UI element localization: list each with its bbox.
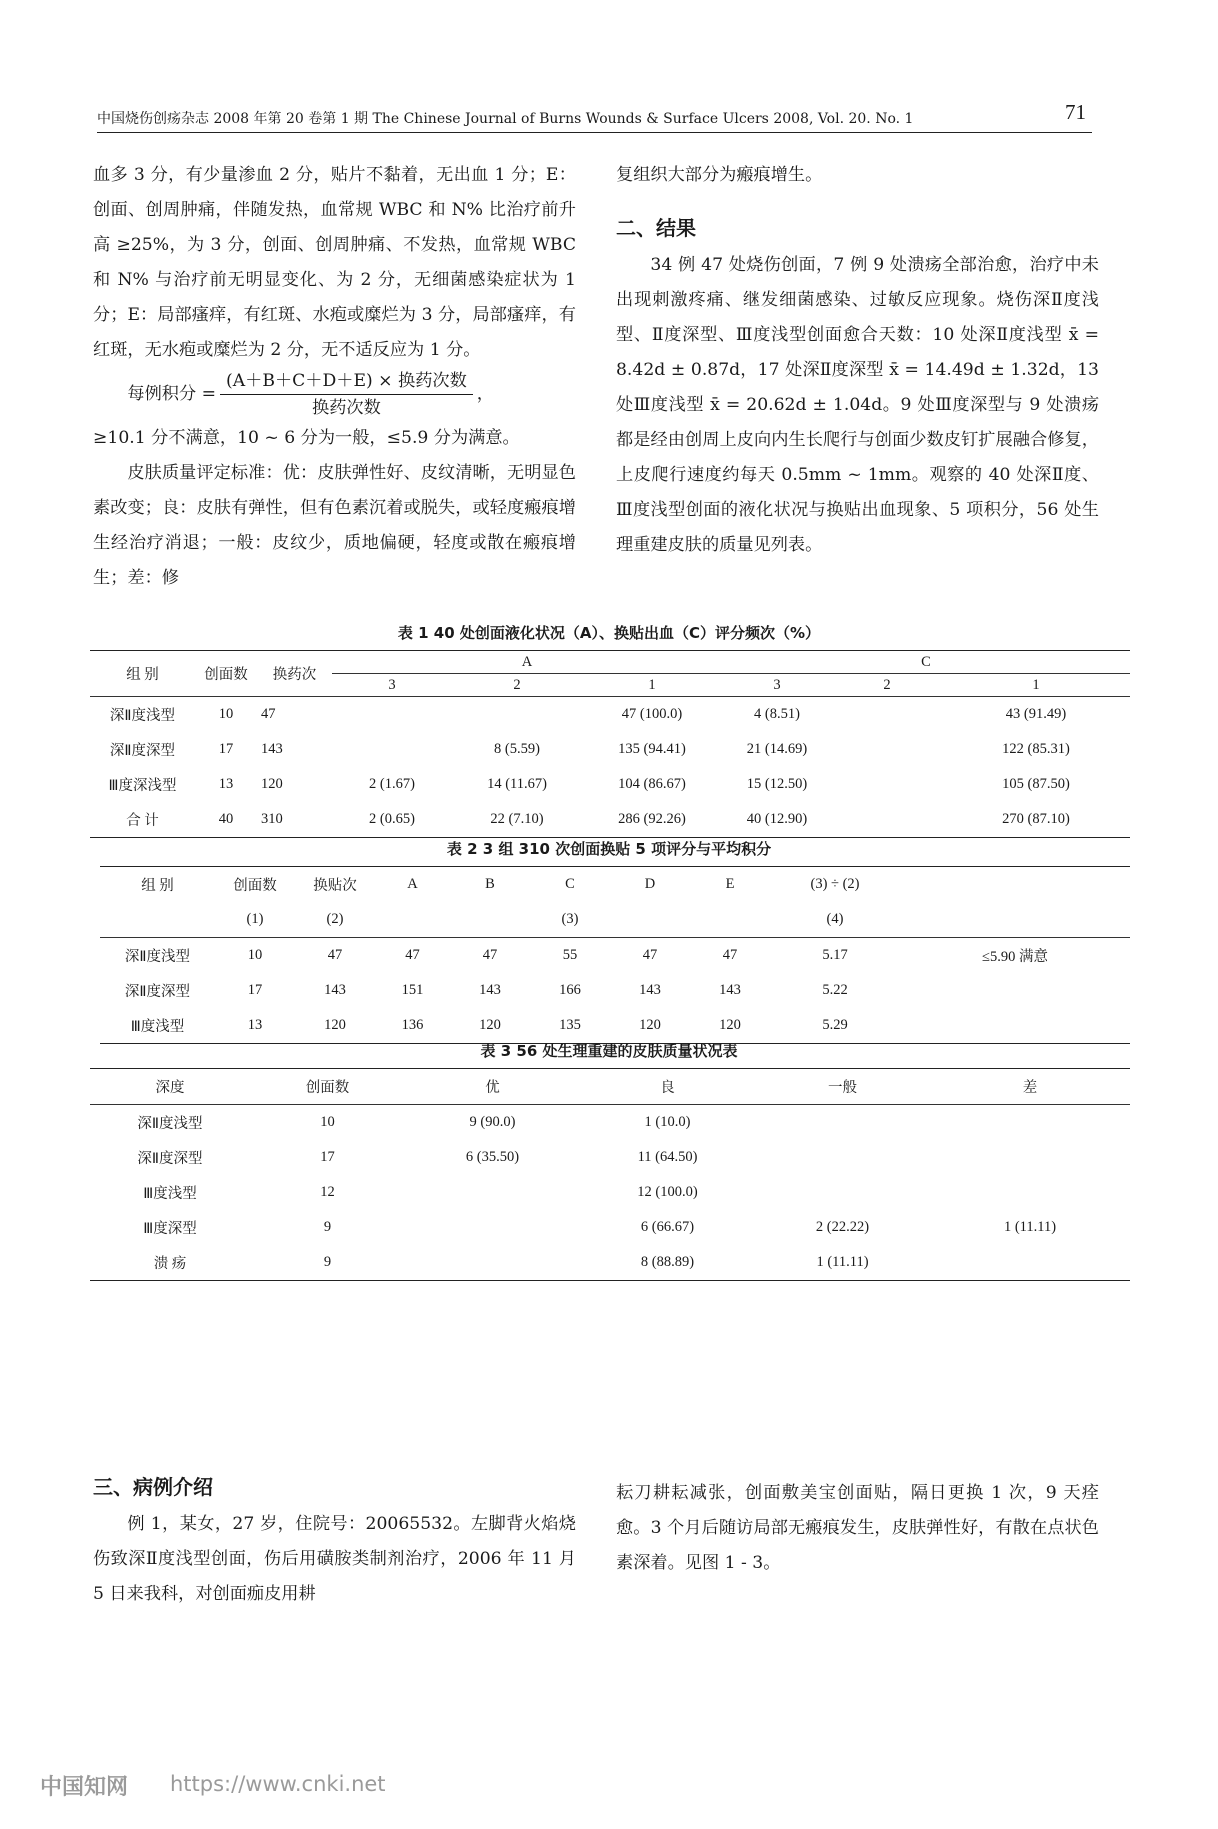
table-cell	[900, 973, 1130, 1008]
table-subheader	[690, 902, 770, 938]
table-cell: 10	[215, 938, 295, 974]
table-subheader	[375, 902, 450, 938]
table-cell: 12	[320, 1184, 335, 1200]
table-cell	[930, 1105, 1130, 1141]
header-changes: 换药次	[257, 651, 332, 697]
table-cell: 40	[195, 802, 257, 838]
table-cell	[930, 1140, 1130, 1175]
section-title: 三、病例介绍	[93, 1475, 213, 1499]
header-wounds: 创面数	[195, 651, 257, 697]
table-cell	[832, 697, 942, 733]
table-cell	[900, 1008, 1130, 1044]
table-cell: 55	[530, 938, 610, 974]
table-cell: 143	[639, 982, 661, 998]
table-cell: 135	[530, 1008, 610, 1044]
table-cell: 40 (12.90)	[722, 802, 832, 838]
table-cell: 17	[320, 1149, 335, 1165]
table-cell	[832, 732, 942, 767]
table-cell: 310	[257, 802, 332, 838]
table-cell: Ⅲ度浅型	[100, 1008, 215, 1044]
table-header: B	[450, 867, 530, 903]
subheader: 2	[883, 676, 891, 693]
table-cell: 143	[479, 982, 501, 998]
table-cell: 47	[375, 938, 450, 974]
table-cell: 270 (87.10)	[942, 802, 1130, 838]
header-c: C	[722, 651, 1130, 674]
table-header	[900, 867, 1130, 903]
table-cell: 深Ⅱ度深型	[109, 743, 176, 759]
table-cell	[332, 732, 452, 767]
table-cell: 深Ⅱ度深型	[124, 984, 191, 1000]
paragraph: 血多 3 分，有少量渗血 2 分，贴片不黏着，无出血 1 分；E：创面、创周肿痛，伴随发热，血常规 WBC 和 N% 比治疗前升高 ≥25%，为 3 分，创面、创周肿痛、不发热，血常规 WBC 和 N% 与治疗前无明显变化、为 2 分，无细菌感染症状为 1 分；E：局部瘙痒，有红斑、水疱或糜烂为 3 分，局部瘙痒，有红斑，无水疱或糜烂为 2 分，无不适反应为 1 分。	[93, 165, 576, 360]
formula-fraction	[220, 368, 473, 421]
table-cell: 1 (11.11)	[755, 1245, 930, 1281]
table-subheader	[610, 902, 690, 938]
page-number: 71	[1065, 100, 1086, 124]
subheader: 2	[513, 676, 521, 693]
table-header: 优	[405, 1069, 580, 1105]
table-header: 差	[930, 1069, 1130, 1105]
table-cell: 6 (66.67)	[640, 1219, 695, 1235]
formula-numerator: (A＋B＋C＋D＋E) × 换药次数	[220, 368, 473, 395]
table-cell: 深Ⅱ度浅型	[100, 938, 215, 974]
paragraph: ≥10.1 分不满意，10 ~ 6 分为一般，≤5.9 分为满意。	[93, 428, 520, 448]
table-header: 组 别	[100, 867, 215, 903]
table-cell: 47	[450, 938, 530, 974]
table-cell: 8 (5.59)	[494, 741, 540, 757]
subheader: 1	[1032, 676, 1040, 693]
running-header: 中国烧伤创疡杂志 2008 年第 20 卷第 1 期 The Chinese Journal of Burns Wounds & Surface Ulcers 2008, Vol. 20. No. 1	[97, 108, 1092, 133]
table2-title: 表 2 3 组 310 次创面换贴 5 项评分与平均积分	[446, 840, 772, 858]
table3-title: 表 3 56 处生理重建的皮肤质量状况表	[480, 1042, 738, 1060]
table-cell: 22 (7.10)	[452, 802, 582, 838]
right-column	[616, 158, 1099, 563]
table-cell	[405, 1175, 580, 1210]
table-cell	[930, 1245, 1130, 1281]
table-cell: 2 (1.67)	[369, 776, 415, 792]
table-cell	[405, 1210, 580, 1245]
table-cell: 120	[295, 1008, 375, 1044]
table-header: A	[375, 867, 450, 903]
table-cell: Ⅲ度浅型	[143, 1186, 197, 1202]
table-cell: 12 (100.0)	[637, 1184, 698, 1200]
table-header: D	[610, 867, 690, 903]
table-cell: 4 (8.51)	[722, 697, 832, 733]
table-cell: 43 (91.49)	[942, 697, 1130, 733]
table-cell: 143	[324, 982, 346, 998]
table-header: C	[530, 867, 610, 903]
table-cell: 溃 疡	[90, 1245, 250, 1281]
table3	[90, 1068, 1130, 1281]
table-cell: 1 (10.0)	[580, 1105, 755, 1141]
table-row	[90, 1175, 1130, 1210]
cnki-logo: 中国知网	[40, 1775, 129, 1800]
table1-title: 表 1 40 处创面液化状况（A）、换贴出血（C）评分频次（%）	[397, 624, 821, 642]
table-header: 换贴次	[295, 867, 375, 903]
table-cell	[832, 767, 942, 802]
table-cell: Ⅲ度深型	[143, 1221, 197, 1237]
score-formula	[127, 368, 576, 421]
table-header: E	[690, 867, 770, 903]
table-cell	[755, 1140, 930, 1175]
table-cell: 105 (87.50)	[1002, 776, 1070, 792]
table-cell: 120	[690, 1008, 770, 1044]
table-header: (3) ÷ (2)	[770, 867, 900, 903]
formula-tail: ，	[476, 384, 494, 404]
table-header: 创面数	[215, 867, 295, 903]
table-cell	[332, 697, 452, 733]
table-cell: 47 (100.0)	[582, 697, 722, 733]
table-row	[90, 802, 1130, 838]
table-cell: 8 (88.89)	[580, 1245, 755, 1281]
table-cell: 9	[323, 1219, 332, 1235]
table-cell: 5.22	[822, 982, 848, 998]
table-subheader: (1)	[246, 911, 264, 927]
header-a: A	[332, 651, 722, 674]
table-cell: 2 (0.65)	[332, 802, 452, 838]
table-header: 一般	[755, 1069, 930, 1105]
paragraph: 皮肤质量评定标准：优：皮肤弹性好、皮纹清晰，无明显色素改变；良：皮肤有弹性，但有色素沉着或脱失，或轻度瘢痕增生经治疗消退；一般：皮纹少，质地偏硬，轻度或散在瘢痕增生；差：修	[93, 463, 576, 588]
table-row	[90, 732, 1130, 767]
table-row	[90, 1245, 1130, 1281]
section-title: 二、结果	[616, 216, 696, 240]
paragraph: 例 1，某女，27 岁，住院号：20065532。左脚背火焰烧伤致深Ⅱ度浅型创面，伤后用磺胺类制剂治疗，2006 年 11 月 5 日来我科，对创面痂皮用耕	[93, 1514, 576, 1604]
table-row	[90, 697, 1130, 733]
table-cell: 143	[719, 982, 741, 998]
table-cell	[452, 697, 582, 733]
table-cell: 14 (11.67)	[487, 776, 547, 792]
table-row	[100, 1008, 1130, 1044]
table-cell: 151	[401, 982, 424, 998]
table-row	[90, 1210, 1130, 1245]
cnki-url[interactable]: https://www.cnki.net	[170, 1772, 386, 1796]
table-cell: 47	[610, 938, 690, 974]
table-cell: 9 (90.0)	[405, 1105, 580, 1141]
table-cell: 合 计	[90, 802, 195, 838]
table-cell: 深Ⅱ度深型	[137, 1151, 203, 1167]
table-header: 深度	[90, 1069, 250, 1105]
table-cell: 120	[610, 1008, 690, 1044]
table-cell: 47	[295, 938, 375, 974]
table-cell: 5.29	[770, 1008, 900, 1044]
table-row	[90, 1105, 1130, 1141]
table-cell: 286 (92.26)	[582, 802, 722, 838]
table-row	[90, 767, 1130, 802]
table-cell: 10	[195, 697, 257, 733]
paragraph: 复组织大部分为瘢痕增生。	[616, 165, 823, 185]
table-cell	[930, 1175, 1130, 1210]
table-cell: 深Ⅱ度浅型	[90, 697, 195, 733]
table-cell: 深Ⅱ度浅型	[90, 1105, 250, 1141]
table-cell: 6 (35.50)	[465, 1149, 520, 1165]
table1	[90, 650, 1130, 838]
table-cell: 47	[690, 938, 770, 974]
table-cell	[755, 1175, 930, 1210]
table-cell: 47	[257, 697, 332, 733]
table-cell: 120	[261, 776, 283, 792]
paragraph: 34 例 47 处烧伤创面，7 例 9 处溃疡全部治愈，治疗中未出现刺激疼痛、继发细菌感染、过敏反应现象。烧伤深Ⅱ度浅型、Ⅱ度深型、Ⅲ度浅型创面愈合天数：10 处深Ⅱ度浅型 x̄ = 8.42d ± 0.87d，17 处深Ⅱ度深型 x̄ = 14.49d ± 1.32d，13 处Ⅲ度浅型 x̄ = 20.62d ± 1.04d。9 处Ⅲ度深型与 9 处溃疡都是经由创周上皮向内生长爬行与创面少数皮钉扩展融合修复，上皮爬行速度约每天 0.5mm ~ 1mm。观察的 40 处深Ⅱ度、Ⅲ度浅型创面的液化状况与换贴出血现象、5 项积分，56 处生理重建皮肤的质量见列表。	[616, 255, 1099, 555]
subheader: 3	[773, 676, 781, 693]
table-cell: 135 (94.41)	[618, 741, 686, 757]
table-cell: 13	[218, 776, 234, 792]
table-cell: 122 (85.31)	[1002, 741, 1070, 757]
table-cell: 2 (22.22)	[815, 1219, 870, 1235]
table-cell: 21 (14.69)	[746, 741, 808, 757]
table-cell	[832, 802, 942, 838]
table-cell: 10	[250, 1105, 405, 1141]
left-column	[93, 158, 576, 596]
table-header: 良	[580, 1069, 755, 1105]
table-cell: 120	[450, 1008, 530, 1044]
section3-left	[93, 1470, 576, 1612]
table-cell	[405, 1245, 580, 1281]
table-subheader	[100, 902, 215, 938]
table2	[100, 866, 1130, 1044]
table-cell: 17	[218, 741, 234, 757]
table-cell: 1 (11.11)	[1003, 1219, 1057, 1235]
table-row	[100, 938, 1130, 974]
table-subheader: (2)	[326, 911, 344, 927]
table-cell: 136	[375, 1008, 450, 1044]
formula-denominator: 换药次数	[312, 398, 381, 418]
table-cell: 17	[247, 982, 263, 998]
table-header: 创面数	[250, 1069, 405, 1105]
table-cell: 104 (86.67)	[618, 776, 686, 792]
table-subheader	[450, 902, 530, 938]
subheader: 3	[388, 676, 396, 693]
table-cell: 143	[261, 741, 283, 757]
paragraph: 耘刀耕耘减张，创面敷美宝创面贴，隔日更换 1 次，9 天痊愈。3 个月后随访局部无瘢痕发生，皮肤弹性好，有散在点状色素深着。见图 1 - 3。	[616, 1483, 1099, 1573]
table-row	[90, 1140, 1130, 1175]
header-group: 组 别	[90, 651, 195, 697]
table-cell: ≤5.90 满意	[900, 938, 1130, 974]
table-subheader: (3)	[561, 911, 579, 927]
table-cell: 5.17	[770, 938, 900, 974]
table-cell: 11 (64.50)	[637, 1149, 698, 1165]
table-subheader: (4)	[826, 911, 844, 927]
table-cell: Ⅲ度深浅型	[108, 778, 177, 794]
table-cell: 15 (12.50)	[746, 776, 808, 792]
table-subheader	[900, 902, 1130, 938]
table-cell	[755, 1105, 930, 1141]
formula-label: 每例积分 =	[127, 384, 217, 404]
subheader: 1	[648, 676, 656, 693]
table-cell: 9	[250, 1245, 405, 1281]
table-cell: 166	[559, 982, 581, 998]
table-row	[100, 973, 1130, 1008]
table-cell: 13	[215, 1008, 295, 1044]
section3-right	[616, 1476, 1099, 1581]
